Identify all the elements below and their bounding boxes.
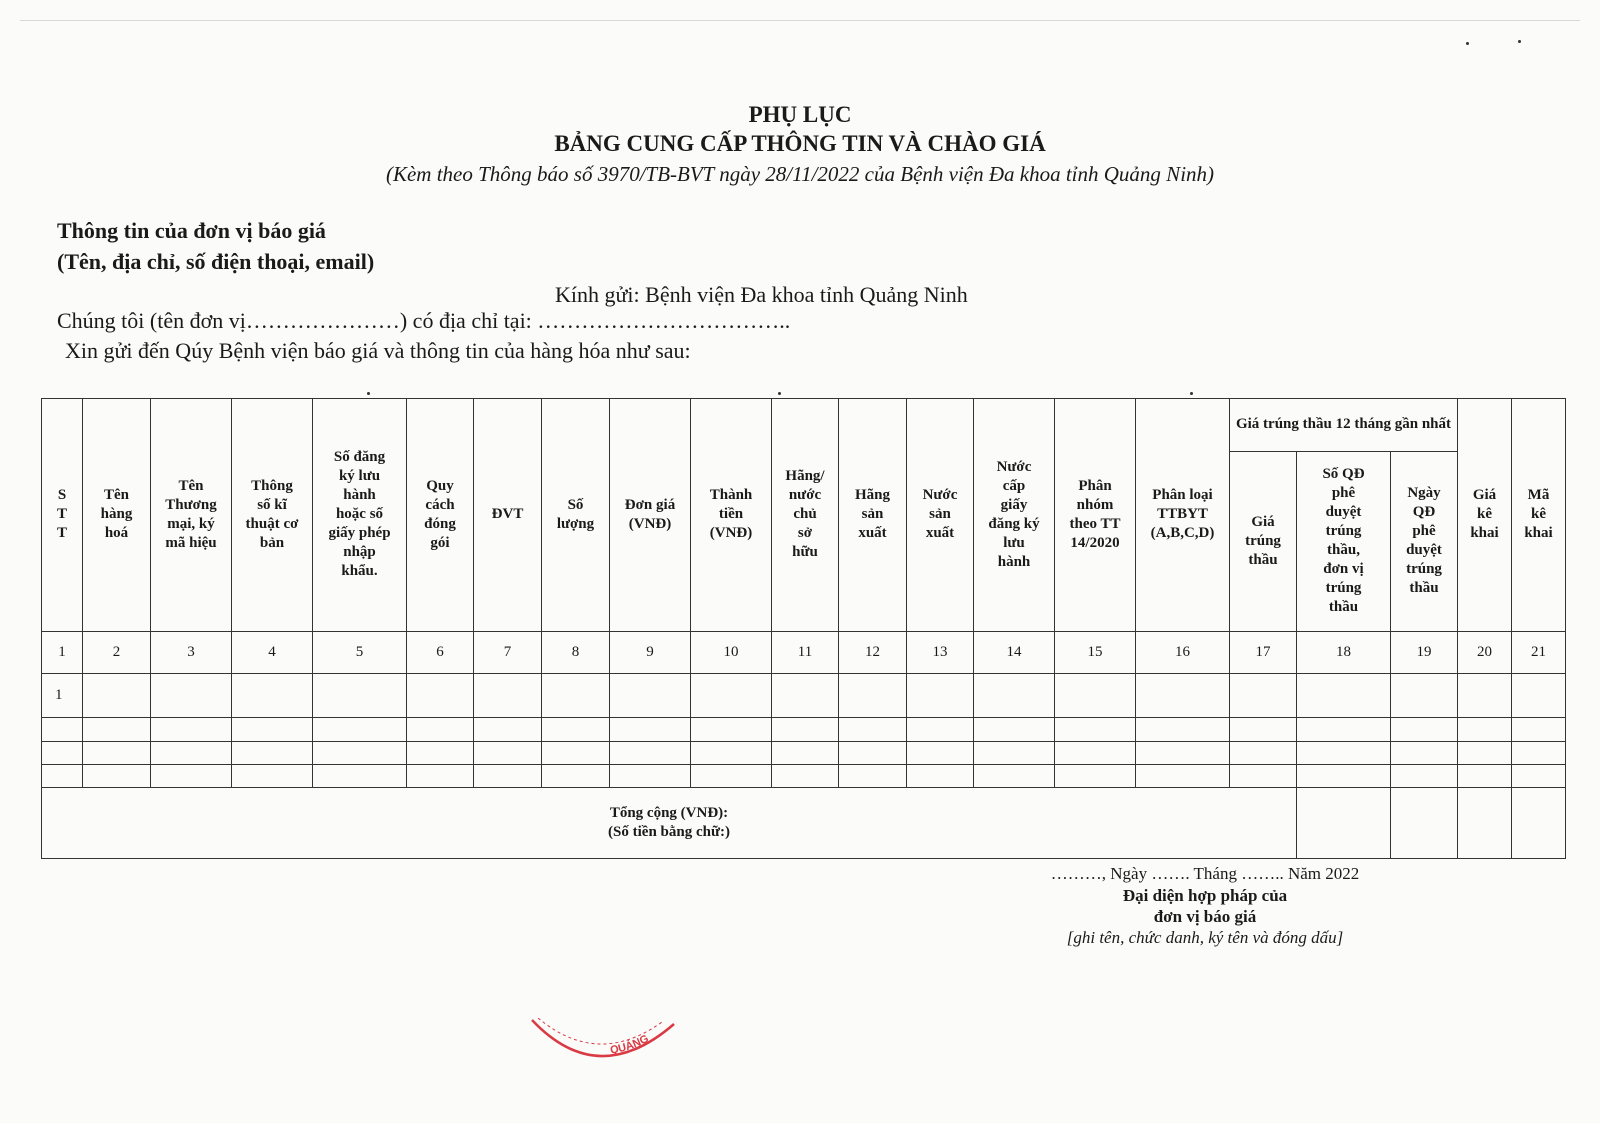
table-cell [83, 764, 151, 787]
table-cell [83, 718, 151, 741]
header-line: Thương [165, 496, 217, 513]
header-line: hoặc số [335, 506, 384, 523]
document-reference: (Kèm theo Thông báo số 3970/TB-BVT ngày 28/11/2022 của Bệnh viện Đa khoa tỉnh Quảng Ninh) [385, 162, 1215, 186]
table-cell [1230, 718, 1297, 741]
stamp-text: QUẢNG [609, 1032, 651, 1057]
greeting-line: Kính gửi: Bệnh viện Đa khoa tỉnh Quảng Ninh [555, 282, 968, 307]
stamp-outer-ring [532, 1020, 674, 1056]
header-line: đăng ký [988, 515, 1040, 532]
table-cell [974, 673, 1055, 717]
header-line: QĐ [1412, 504, 1436, 521]
header-amount [691, 399, 772, 632]
representative-line-2: đơn vị báo giá [1153, 907, 1257, 926]
header-line: Số [567, 496, 584, 513]
header-line: Tên [103, 487, 129, 504]
header-unit-price [610, 399, 691, 632]
table-cell [232, 673, 313, 717]
table-cell [907, 673, 974, 717]
column-number-cell: 1 [42, 631, 83, 673]
header-declared-code [1512, 399, 1566, 632]
column-number-cell: 11 [772, 631, 839, 673]
header-line: phê [1412, 523, 1436, 540]
total-label: Tổng cộng (VNĐ): [609, 805, 729, 822]
header-line: hành [997, 553, 1031, 570]
table-cell [1136, 673, 1230, 717]
header-classification [1136, 399, 1230, 632]
table-cell [407, 741, 474, 764]
header-line: nhập [343, 544, 376, 561]
header-line: lượng [556, 515, 595, 532]
table-cell [232, 718, 313, 741]
header-line: (A,B,C,D) [1150, 525, 1215, 542]
table-cell [1136, 741, 1230, 764]
header-line: hàng [100, 506, 133, 523]
table-row [42, 673, 1566, 717]
table-cell [474, 718, 542, 741]
header-winning-price [1230, 451, 1297, 631]
column-number-cell: 6 [407, 631, 474, 673]
unit-info-fields: (Tên, địa chỉ, số điện thoại, email) [57, 249, 375, 274]
total-cell [1458, 788, 1512, 859]
header-line: trúng [1325, 523, 1362, 540]
header-line: Phân [1078, 477, 1112, 494]
table-cell [691, 673, 772, 717]
table-cell [542, 718, 610, 741]
table-cell [610, 673, 691, 717]
table-row [42, 718, 1566, 741]
header-line: theo TT [1069, 515, 1121, 532]
table-cell [1512, 741, 1566, 764]
header-line: nước [788, 487, 822, 504]
header-manufacturer [839, 399, 907, 632]
header-trade-name [151, 399, 232, 632]
table-cell [610, 741, 691, 764]
table-cell [83, 741, 151, 764]
header-line: mại, ký [167, 515, 215, 532]
scan-speck [1190, 392, 1193, 395]
header-line: S [57, 487, 67, 504]
header-line: Ngày [1407, 485, 1441, 502]
table-cell [1136, 764, 1230, 787]
table-cell [772, 741, 839, 764]
total-cell [1297, 788, 1391, 859]
header-line: Giá [1472, 487, 1497, 504]
table-cell [1230, 741, 1297, 764]
table-cell [1458, 764, 1512, 787]
header-line: bản [259, 534, 285, 551]
unit-info-heading: Thông tin của đơn vị báo giá [57, 218, 326, 243]
table-cell [542, 741, 610, 764]
table-cell [1230, 764, 1297, 787]
table-cell [839, 673, 907, 717]
header-line: Số QĐ [1322, 466, 1365, 483]
header-line: chủ [793, 506, 817, 523]
table-cell [1297, 718, 1391, 741]
header-line: khai [1470, 525, 1499, 542]
header-line: đóng [424, 515, 456, 532]
column-number-cell: 15 [1055, 631, 1136, 673]
column-number-cell: 14 [974, 631, 1055, 673]
header-line: Thành [709, 487, 753, 504]
table-cell [839, 718, 907, 741]
header-line: thầu, [1327, 542, 1360, 559]
header-line: Số đăng [333, 449, 386, 466]
header-owner [772, 399, 839, 632]
column-number-cell: 17 [1230, 631, 1297, 673]
header-line: số kĩ [257, 496, 287, 513]
header-line: (VNĐ) [709, 525, 753, 542]
header-packaging [407, 399, 474, 632]
table-cell [1136, 718, 1230, 741]
header-winning-bid-group: Giá trúng thầu 12 tháng gần nhất [1230, 399, 1458, 452]
column-number-cell: 9 [610, 631, 691, 673]
total-cell [1391, 788, 1458, 859]
header-technical-specs [232, 399, 313, 632]
header-line: phê [1331, 485, 1356, 502]
header-line: Hãng/ [785, 468, 825, 485]
table-cell [974, 741, 1055, 764]
table-cell [772, 764, 839, 787]
header-line: Hãng [854, 487, 890, 504]
header-quantity [542, 399, 610, 632]
total-row [42, 788, 1566, 859]
table-cell [313, 741, 407, 764]
table-cell [1512, 718, 1566, 741]
quotation-table [41, 398, 1566, 859]
header-line: trúng [1325, 580, 1362, 597]
table-cell [313, 764, 407, 787]
table-cell [1391, 741, 1458, 764]
table-cell [974, 718, 1055, 741]
column-number-row [42, 631, 1566, 673]
column-number-cell: 5 [313, 631, 407, 673]
stt-cell [42, 741, 83, 764]
header-line: duyệt [1406, 542, 1442, 559]
column-number-cell: 20 [1458, 631, 1512, 673]
header-line: Thông [251, 477, 293, 494]
header-line: gói [430, 534, 450, 551]
table-cell [151, 718, 232, 741]
table-cell [232, 764, 313, 787]
column-number-cell: 7 [474, 631, 542, 673]
header-line: Quy [426, 477, 454, 494]
table-cell [1512, 673, 1566, 717]
table-cell [907, 718, 974, 741]
header-line: thầu [1409, 580, 1439, 597]
table-cell [407, 718, 474, 741]
column-number-cell: 18 [1297, 631, 1391, 673]
header-line: thuật cơ [245, 515, 299, 532]
table-cell [1391, 718, 1458, 741]
table-cell [691, 741, 772, 764]
header-award-date [1391, 451, 1458, 631]
column-number-cell: 13 [907, 631, 974, 673]
document-subject: BẢNG CUNG CẤP THÔNG TIN VÀ CHÀO GIÁ [554, 131, 1046, 156]
table-cell [1055, 764, 1136, 787]
header-line: nhóm [1076, 496, 1114, 513]
table-cell [151, 741, 232, 764]
table-cell [407, 764, 474, 787]
table-cell [1055, 741, 1136, 764]
header-line: đơn vị [1323, 561, 1364, 578]
header-line: trúng [1406, 561, 1442, 578]
table-cell [151, 673, 232, 717]
table-cell [1297, 764, 1391, 787]
table-cell [610, 718, 691, 741]
table-cell [907, 741, 974, 764]
header-stt [42, 399, 83, 632]
table-cell [1230, 673, 1297, 717]
header-line: TTBYT [1157, 506, 1208, 523]
table-cell [907, 764, 974, 787]
header-line: kê [1531, 506, 1547, 523]
header-declared-price [1458, 399, 1512, 632]
table-cell [691, 764, 772, 787]
header-line: Phân loại [1152, 487, 1213, 504]
representative-line-1: Đại diện hợp pháp của [1122, 886, 1288, 905]
header-line: cấp [1002, 477, 1026, 494]
table-cell [1391, 673, 1458, 717]
column-number-cell: 4 [232, 631, 313, 673]
header-line: hoá [104, 525, 129, 542]
scan-speck [367, 392, 370, 395]
header-line: thầu [1248, 551, 1278, 568]
total-label-cell [42, 788, 1297, 859]
header-item-name [83, 399, 151, 632]
header-line: Nước [996, 458, 1032, 475]
header-unit [474, 399, 542, 632]
table-row [42, 764, 1566, 787]
header-line: Mã [1527, 487, 1550, 504]
column-number-cell: 19 [1391, 631, 1458, 673]
header-line: thầu [1328, 599, 1359, 616]
column-number-cell: 8 [542, 631, 610, 673]
header-line: mã hiệu [165, 534, 217, 551]
table-cell [1512, 764, 1566, 787]
table-cell [839, 764, 907, 787]
table-cell [474, 673, 542, 717]
column-number-cell: 16 [1136, 631, 1230, 673]
column-number-cell: 2 [83, 631, 151, 673]
header-line: T [56, 506, 67, 523]
table-cell [1055, 718, 1136, 741]
table-cell [83, 673, 151, 717]
intro-line: Xin gửi đến Qúy Bệnh viện báo giá và thông tin của hàng hóa như sau: [65, 338, 691, 363]
table-cell [610, 764, 691, 787]
table-cell [474, 764, 542, 787]
header-line: cách [425, 496, 455, 513]
header-line: ĐVT [491, 506, 524, 523]
table-cell [1055, 673, 1136, 717]
scan-speck [778, 392, 781, 395]
date-line: ………, Ngày ……. Tháng …….. Năm 2022 [1050, 864, 1360, 883]
header-line: kê [1477, 506, 1493, 523]
stamp-seal [528, 1018, 678, 1088]
header-line: sản [861, 506, 884, 523]
stt-cell [42, 718, 83, 741]
column-number-cell: 21 [1512, 631, 1566, 673]
header-group [1055, 399, 1136, 632]
total-in-words-label: (Số tiền bằng chữ:) [608, 824, 730, 841]
table-row [42, 741, 1566, 764]
scan-speck [1518, 40, 1521, 43]
header-line: tiền [718, 506, 744, 523]
unit-name-address-line: Chúng tôi (tên đơn vị…………………) có địa chỉ tại: …………………………….. [57, 308, 791, 333]
table-cell [151, 764, 232, 787]
header-registration-number [313, 399, 407, 632]
header-line: Giá [1251, 513, 1275, 530]
total-cell [1512, 788, 1566, 859]
scan-speck [1466, 42, 1469, 45]
column-number-cell: 12 [839, 631, 907, 673]
table-cell [772, 718, 839, 741]
table-cell [313, 673, 407, 717]
header-line: giấy phép [328, 525, 391, 542]
header-line: Nước [922, 487, 958, 504]
header-line: lưu [1003, 534, 1025, 551]
header-line: khai [1524, 525, 1553, 542]
column-number-cell: 3 [151, 631, 232, 673]
table-cell [1297, 741, 1391, 764]
table-cell [313, 718, 407, 741]
header-line: hành [343, 487, 376, 504]
table-cell [1458, 673, 1512, 717]
table-cell [474, 741, 542, 764]
header-line: sở [797, 525, 813, 542]
table-cell [232, 741, 313, 764]
document-title: PHỤ LỤC [748, 102, 852, 127]
header-line: xuất [858, 525, 887, 542]
header-line: ký lưu [338, 468, 381, 485]
header-line: duyệt [1325, 504, 1362, 521]
header-registration-country [974, 399, 1055, 632]
header-line: sản [929, 506, 951, 523]
table-cell [1297, 673, 1391, 717]
table-cell [1458, 741, 1512, 764]
header-country-of-origin [907, 399, 974, 632]
header-line: Đơn giá [624, 496, 676, 513]
table-cell [1391, 764, 1458, 787]
table-cell [542, 764, 610, 787]
header-line: 14/2020 [1070, 534, 1120, 551]
header-line: Tên [178, 477, 204, 494]
table-cell [1458, 718, 1512, 741]
column-number-cell: 10 [691, 631, 772, 673]
table-cell [772, 673, 839, 717]
page-top-edge [20, 20, 1580, 21]
header-line: khẩu. [341, 563, 378, 580]
header-award-decision [1297, 451, 1391, 631]
table-cell [974, 764, 1055, 787]
header-line: (VNĐ) [628, 515, 672, 532]
table-cell [691, 718, 772, 741]
stt-cell: 1 [42, 673, 83, 717]
table-cell [839, 741, 907, 764]
signature-instruction: [ghi tên, chức danh, ký tên và đóng dấu] [1066, 928, 1344, 947]
header-line: giấy [1000, 496, 1028, 513]
header-line: xuất [925, 525, 955, 542]
header-line: hữu [792, 544, 818, 561]
header-line: trúng [1245, 532, 1281, 549]
table-cell [407, 673, 474, 717]
table-cell [542, 673, 610, 717]
header-line: T [56, 525, 67, 542]
stt-cell [42, 764, 83, 787]
